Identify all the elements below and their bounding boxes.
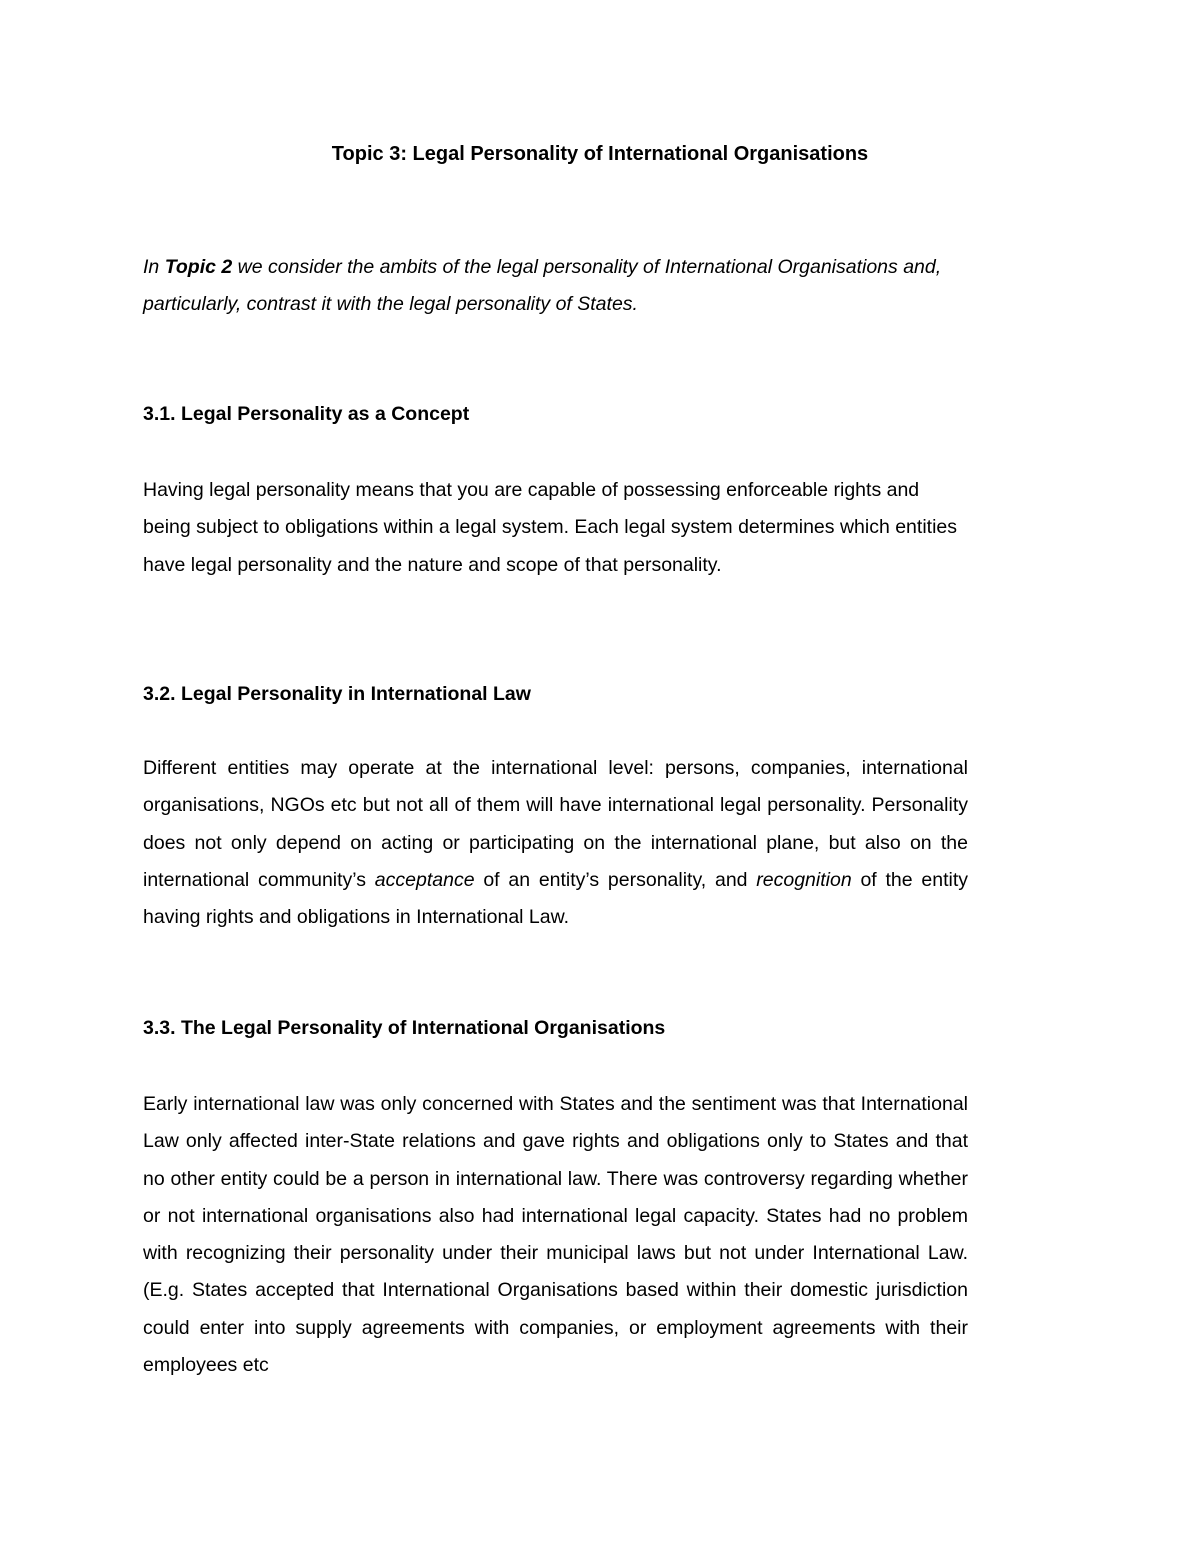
intro-topic-reference: Topic 2	[164, 256, 233, 278]
section-paragraph-3-2	[143, 750, 968, 936]
intro-prefix: In	[143, 256, 165, 278]
section-heading-3-1: 3.1. Legal Personality as a Concept	[143, 403, 470, 425]
emphasis-recognition: recognition	[756, 868, 852, 891]
paragraph-text: of the entity having rights and obligations in International Law.	[143, 868, 968, 929]
section-heading-3-3: 3.3. The Legal Personality of International Organisations	[143, 1017, 666, 1039]
section-heading-3-2: 3.2. Legal Personality in International Law	[143, 683, 531, 705]
paragraph-text: Different entities may operate at the international level: persons, companies, international organisations, NGOs etc but not all of them will have international legal personality. Personality does not only depend on acting or participating on the international plane, but also on the international community’s	[143, 757, 968, 891]
emphasis-acceptance: acceptance	[374, 868, 475, 891]
paragraph-text: of an entity’s personality, and	[474, 868, 757, 891]
intro-paragraph	[143, 249, 968, 324]
document-title: Topic 3: Legal Personality of International Organisations	[331, 143, 869, 165]
intro-text: we consider the ambits of the legal personality of International Organisations and, particularly, contrast it with the legal personality of States.	[143, 256, 942, 316]
section-paragraph-3-3: Early international law was only concerned with States and the sentiment was that International Law only affected inter-State relations and gave rights and obligations only to States and that no other entity could be a person in international law. There was controversy regarding whether or not international organisations also had international legal capacity. States had no problem with recognizing their personality under their municipal laws but not under International Law. (E.g. States accepted that International Organisations based within their domestic jurisdiction could enter into supply agreements with companies, or employment agreements with their employees etc	[143, 1093, 968, 1377]
section-paragraph-3-1: Having legal personality means that you are capable of possessing enforceable rights and being subject to obligations within a legal system. Each legal system determines which entities have legal personality and the nature and scope of that personality.	[143, 479, 958, 576]
